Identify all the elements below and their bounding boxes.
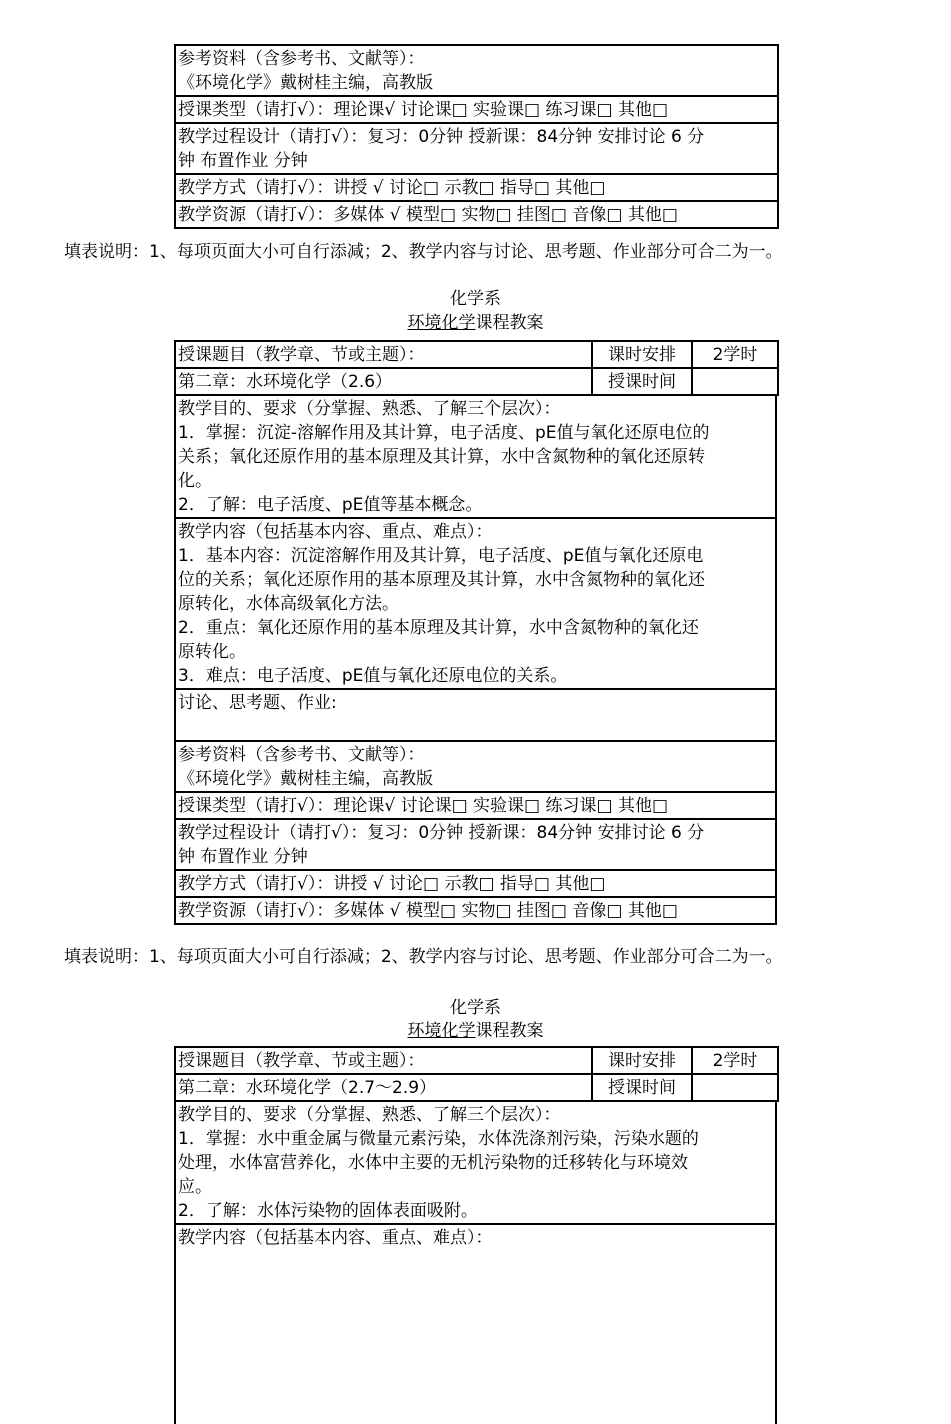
time-value xyxy=(692,1074,778,1101)
reference-value: 《环境化学》戴树桂主编，高教版 xyxy=(178,73,433,93)
time-label: 授课时间 xyxy=(592,368,692,395)
content-line: 2．重点：氧化还原作用的基本原理及其计算，水中含氮物种的氧化还 xyxy=(178,618,699,638)
reference-label: 参考资料（含参考书、文献等）： xyxy=(178,745,425,765)
course-suffix: 课程教案 xyxy=(475,1021,544,1041)
discussion-cell xyxy=(175,689,776,741)
goals-line: 2．了解：电子活度、pE值等基本概念。 xyxy=(178,495,483,515)
hours-value: 2学时 xyxy=(692,1047,778,1074)
goals-line: 1．掌握：水中重金属与微量元素污染，水体洗涤剂污染，污染水题的 xyxy=(178,1129,699,1149)
method-line: 教学方式（请打√）：讲授 √ 讨论□ 示教□ 指导□ 其他□ xyxy=(178,178,606,198)
content-line: 位的关系；氧化还原作用的基本原理及其计算，水中含氮物种的氧化还 xyxy=(178,570,705,590)
content-line: 1．基本内容：沉淀溶解作用及其计算，电子活度、pE值与氧化还原电 xyxy=(178,546,704,566)
class-type-cell xyxy=(175,792,776,819)
content-label: 教学内容（包括基本内容、重点、难点）： xyxy=(178,1228,493,1248)
lesson-form xyxy=(174,340,777,925)
department-title: 化学系 xyxy=(450,289,501,309)
time-value xyxy=(692,368,778,395)
reference-label: 参考资料（含参考书、文献等）： xyxy=(178,49,425,69)
topic-label: 授课题目（教学章、节或主题）： xyxy=(175,1047,592,1074)
lesson-body-table xyxy=(174,394,777,925)
goals-line: 应。 xyxy=(178,1177,212,1197)
method-cell xyxy=(175,174,778,201)
goals-line: 关系；氧化还原作用的基本原理及其计算，水中含氮物种的氧化还原转 xyxy=(178,447,705,467)
course-title xyxy=(0,312,951,334)
goals-line: 教学目的、要求（分掌握、熟悉、了解三个层次）： xyxy=(178,1105,561,1125)
lesson-form xyxy=(174,1046,777,1424)
discussion-label: 讨论、思考题、作业: xyxy=(178,693,337,713)
goals-line: 1．掌握：沉淀-溶解作用及其计算，电子活度、pE值与氧化还原电位的 xyxy=(178,423,710,443)
department-title: 化学系 xyxy=(450,998,501,1018)
goals-line: 2．了解：水体污染物的固体表面吸附。 xyxy=(178,1201,478,1221)
goals-line: 处理，水体富营养化，水体中主要的无机污染物的迁移转化与环境效 xyxy=(178,1153,688,1173)
fill-note: 填表说明：1、每项页面大小可自行添减；2、教学内容与讨论、思考题、作业部分可合二为一。 xyxy=(64,242,783,262)
topic-label: 授课题目（教学章、节或主题）： xyxy=(175,341,592,368)
class-type-cell xyxy=(175,96,778,123)
topic-value: 第二章：水环境化学（2.7～2.9） xyxy=(175,1074,592,1101)
method-cell xyxy=(175,870,776,897)
content-cell xyxy=(175,1224,776,1424)
hours-label: 课时安排 xyxy=(592,1047,692,1074)
course-title xyxy=(0,1020,951,1042)
reference-cell xyxy=(175,741,776,792)
hours-label: 课时安排 xyxy=(592,341,692,368)
reference-value: 《环境化学》戴树桂主编，高教版 xyxy=(178,769,433,789)
content-line: 教学内容（包括基本内容、重点、难点）： xyxy=(178,522,493,542)
process-cell xyxy=(175,123,778,174)
course-suffix: 课程教案 xyxy=(475,313,544,333)
goals-line: 教学目的、要求（分掌握、熟悉、了解三个层次）： xyxy=(178,399,561,419)
topic-value: 第二章：水环境化学（2.6） xyxy=(175,368,592,395)
course-name: 环境化学 xyxy=(407,1021,476,1041)
resource-cell xyxy=(175,201,778,228)
top-form-table xyxy=(174,44,779,229)
goals-line: 化。 xyxy=(178,471,212,491)
resource-line: 教学资源（请打√）：多媒体 √ 模型□ 实物□ 挂图□ 音像□ 其他□ xyxy=(178,901,678,921)
class-type-line: 授课类型（请打√）：理论课√ 讨论课□ 实验课□ 练习课□ 其他□ xyxy=(178,796,669,816)
lesson-header-table xyxy=(174,1046,779,1102)
method-line: 教学方式（请打√）：讲授 √ 讨论□ 示教□ 指导□ 其他□ xyxy=(178,874,606,894)
hours-value: 2学时 xyxy=(692,341,778,368)
reference-cell xyxy=(175,45,778,96)
content-cell xyxy=(175,518,776,689)
resource-line: 教学资源（请打√）：多媒体 √ 模型□ 实物□ 挂图□ 音像□ 其他□ xyxy=(178,205,678,225)
course-name: 环境化学 xyxy=(407,313,476,333)
goals-cell xyxy=(175,1101,776,1224)
process-line-2: 钟 布置作业 分钟 xyxy=(178,847,308,867)
lesson-header-table xyxy=(174,340,779,396)
lesson-body-table xyxy=(174,1100,777,1424)
time-label: 授课时间 xyxy=(592,1074,692,1101)
resource-cell xyxy=(175,897,776,924)
process-cell xyxy=(175,819,776,870)
process-line-1: 教学过程设计（请打√）：复习：0分钟 授新课：84分钟 安排讨论 6 分 xyxy=(178,823,705,843)
process-line-1: 教学过程设计（请打√）：复习：0分钟 授新课：84分钟 安排讨论 6 分 xyxy=(178,127,705,147)
content-line: 原转化。 xyxy=(178,642,246,662)
top-form-tail xyxy=(174,44,779,229)
fill-note: 填表说明：1、每项页面大小可自行添减；2、教学内容与讨论、思考题、作业部分可合二为一。 xyxy=(64,947,783,967)
content-line: 原转化，水体高级氧化方法。 xyxy=(178,594,399,614)
content-line: 3．难点：电子活度、pE值与氧化还原电位的关系。 xyxy=(178,666,568,686)
class-type-line: 授课类型（请打√）：理论课√ 讨论课□ 实验课□ 练习课□ 其他□ xyxy=(178,100,669,120)
goals-cell xyxy=(175,395,776,518)
process-line-2: 钟 布置作业 分钟 xyxy=(178,151,308,171)
